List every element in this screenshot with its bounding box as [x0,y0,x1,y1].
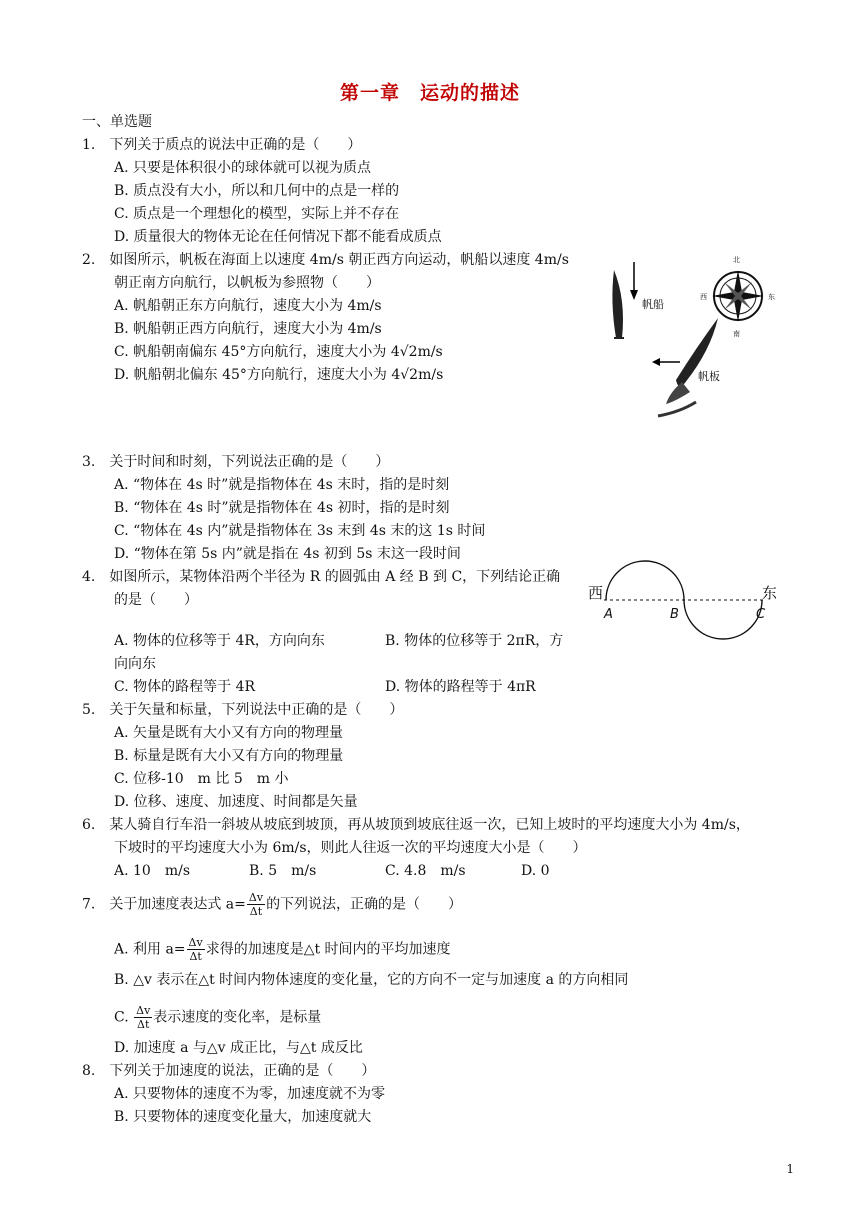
question-3-option-c: C. “物体在 4s 内”就是指物体在 3s 末到 4s 末的这 1s 时间 [114,523,486,539]
delta-v-over-delta-t-fraction: $\frac{\Delta v}{\Delta t}$ [248,891,264,918]
question-4-option-d: D. 物体的路程等于 4πR [385,679,536,695]
sailboat-windsurf-figure [600,252,790,430]
east-label: 东 [762,584,778,602]
option-a-fraction: $\frac{\Delta v}{\Delta t}$ [188,936,203,963]
question-6-stem-line1: 6. 某人骑自行车沿一斜坡从坡底到坡顶，再从坡顶到坡底往返一次，已知上坡时的平均速度大小为 4m/s， [82,817,750,833]
question-7-option-c: C. $\frac{\Delta v}{\Delta t}$ 表示速度的变化率，是标量 [114,1004,322,1031]
question-2-stem-line1: 2. 如图所示，帆板在海面上以速度 4m/s 朝正西方向运动，帆船以速度 4m/s [82,252,569,268]
question-3-option-d: D. “物体在第 5s 内”就是指在 4s 初到 5s 末这一段时间 [114,546,461,562]
west-label: 西 [588,584,604,602]
question-3-option-b: B. “物体在 4s 时”就是指物体在 4s 初时，指的是时刻 [114,500,450,516]
compass-north-label: 北 [733,256,740,264]
question-1-stem: 1. 下列关于质点的说法中正确的是（ ） [82,137,362,153]
page-number: 1 [786,1162,794,1176]
sailboat-label: 帆船 [642,298,664,311]
question-8-option-a: A. 只要物体的速度不为零，加速度就不为零 [114,1086,386,1102]
question-5-stem: 5. 关于矢量和标量，下列说法中正确的是（ ） [82,702,404,718]
question-6-option-a: A. 10 m/s [114,863,191,879]
question-7-option-a: A. 利用 a= $\frac{\Delta v}{\Delta t}$ 求得的加速度是△t 时间内的平均加速度 [114,936,451,963]
question-8-option-b: B. 只要物体的速度变化量大，加速度就大 [114,1109,372,1125]
question-6-option-b: B. 5 m/s [249,863,317,879]
question-6-option-d: D. 0 [521,863,550,879]
chapter-title: 第一章 运动的描述 [339,82,520,104]
option-c-fraction: $\frac{\Delta v}{\Delta t}$ [136,1004,151,1031]
compass-icon [712,270,764,322]
question-7-stem: 7. 关于加速度表达式 a= $\frac{\Delta v}{\Delta t}$ 的下列说法，正确的是（ ） [82,891,463,918]
point-a-label: A [604,607,613,622]
windsurf-label: 帆板 [698,370,720,383]
question-1-option-b: B. 质点没有大小，所以和几何中的点是一样的 [114,183,400,199]
question-1-option-a: A. 只要是体积很小的球体就可以视为质点 [114,160,372,176]
question-3-stem: 3. 关于时间和时刻，下列说法正确的是（ ） [82,454,390,470]
sailboat-icon [612,270,623,338]
question-2-option-d: D. 帆船朝北偏东 45°方向航行，速度大小为 4√2m/s [114,367,444,383]
question-4-option-c: C. 物体的路程等于 4R [114,679,256,695]
question-2-stem-line2: 朝正南方向航行，以帆板为参照物（ ） [114,275,380,291]
question-7-option-d: D. 加速度 a 与△v 成正比，与△t 成反比 [114,1040,363,1056]
compass-east-label: 东 [768,293,775,301]
question-4-option-b-continued: 向向东 [114,656,156,672]
question-8-stem: 8. 下列关于加速度的说法，正确的是（ ） [82,1063,376,1079]
question-1-option-c: C. 质点是一个理想化的模型，实际上并不存在 [114,206,400,222]
compass-west-label: 西 [700,293,707,301]
question-3-option-a: A. “物体在 4s 时”就是指物体在 4s 末时，指的是时刻 [114,477,450,493]
question-7-option-b: B. △v 表示在△t 时间内物体速度的变化量，它的方向不一定与加速度 a 的方向相同 [114,972,629,988]
question-4-option-b: B. 物体的位移等于 2πR，方 [385,633,564,649]
arc-path-figure [584,560,784,644]
question-5-option-a: A. 矢量是既有大小又有方向的物理量 [114,725,344,741]
question-4-stem-line2: 的是（ ） [114,592,198,608]
question-5-option-c: C. 位移-10 m 比 5 m 小 [114,771,289,787]
compass-south-label: 南 [733,330,740,338]
question-2-option-c: C. 帆船朝南偏东 45°方向航行，速度大小为 4√2m/s [114,344,443,360]
question-4-stem-line1: 4. 如图所示，某物体沿两个半径为 R 的圆弧由 A 经 B 到 C，下列结论正确 [82,569,561,585]
section-heading: 一、单选题 [82,114,152,130]
question-2-option-a: A. 帆船朝正东方向航行，速度大小为 4m/s [114,298,382,314]
question-5-option-b: B. 标量是既有大小又有方向的物理量 [114,748,344,764]
question-6-option-c: C. 4.8 m/s [385,863,466,879]
question-1-option-d: D. 质量很大的物体无论在任何情况下都不能看成质点 [114,229,442,245]
point-b-label: B [670,607,679,622]
question-2-option-b: B. 帆船朝正西方向航行，速度大小为 4m/s [114,321,382,337]
question-6-stem-line2: 下坡时的平均速度大小为 6m/s，则此人往返一次的平均速度大小是（ ） [114,840,587,856]
point-c-label: C [756,607,766,622]
question-5-option-d: D. 位移、速度、加速度、时间都是矢量 [114,794,358,810]
question-4-option-a: A. 物体的位移等于 4R，方向向东 [114,633,325,649]
